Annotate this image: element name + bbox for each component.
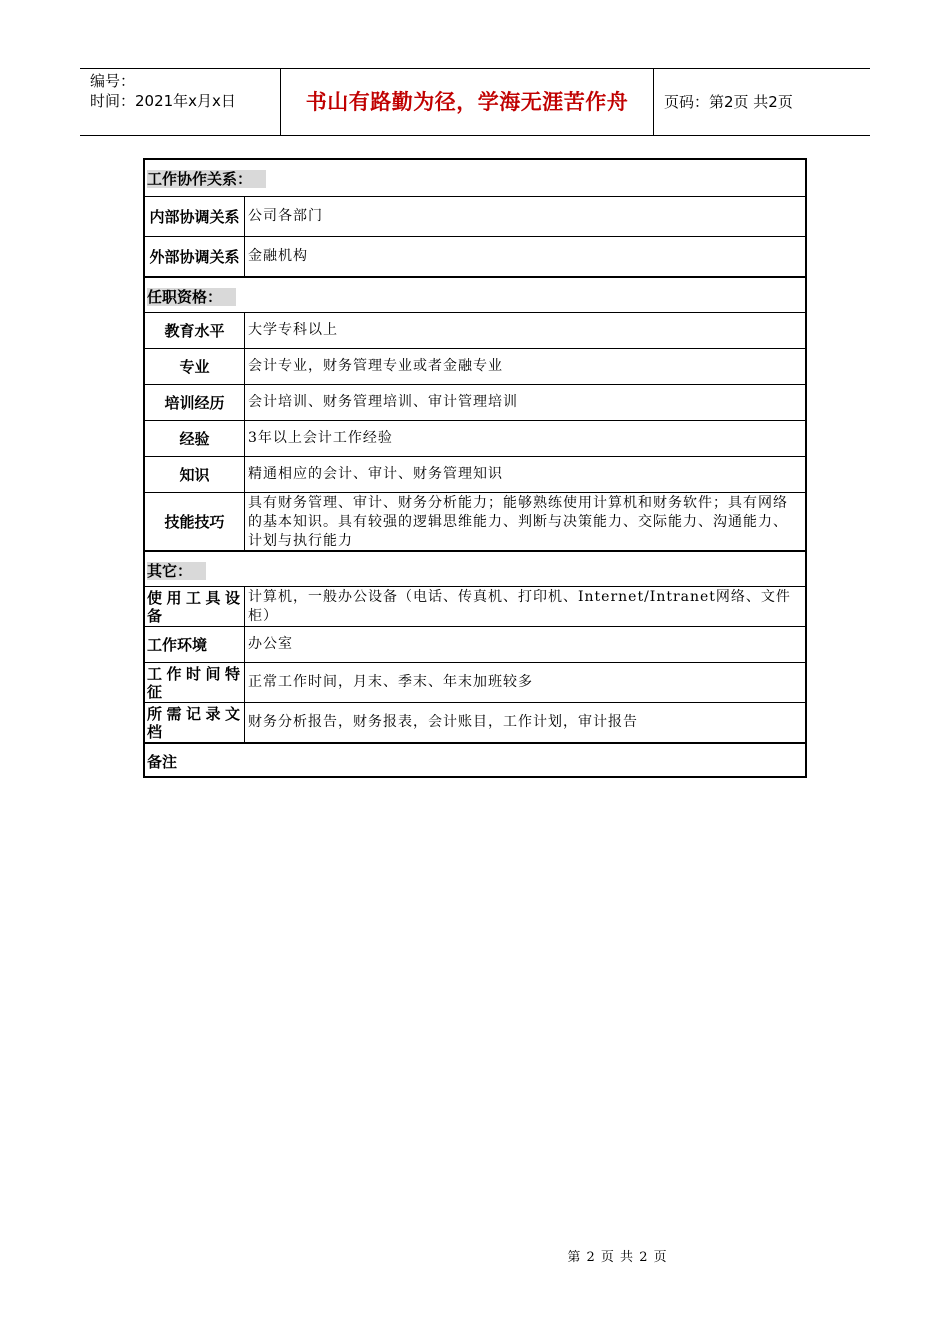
- row-label: 经验: [145, 421, 245, 456]
- table-row: [145, 236, 805, 276]
- table-row: [145, 702, 805, 742]
- row-label: 专业: [145, 349, 245, 384]
- page-footer: 第 2 页 共 2 页: [567, 1250, 668, 1265]
- row-value: 正常工作时间，月末、季末、年末加班较多: [248, 674, 533, 690]
- section-remarks-title: 备注: [147, 753, 178, 771]
- table-row: [145, 196, 805, 236]
- section-other-row: [145, 550, 805, 586]
- row-label: 外部协调关系: [145, 237, 245, 276]
- table-row: [145, 384, 805, 420]
- row-value: 会计专业，财务管理专业或者金融专业: [248, 358, 503, 374]
- row-label: 工作环境: [145, 627, 245, 662]
- table-row: [145, 420, 805, 456]
- section-other-title: 其它：: [145, 552, 805, 586]
- section-cooperation-row: [145, 160, 805, 196]
- row-value: 财务分析报告，财务报表，会计账目，工作计划，审计报告: [248, 714, 638, 730]
- row-label: 所需记录文档: [147, 704, 244, 741]
- row-value: 办公室: [248, 636, 293, 652]
- table-row: [145, 492, 805, 550]
- table-row: [145, 626, 805, 662]
- document-time-label: 时间：2021年x月x日: [90, 92, 236, 110]
- row-value: 计算机，一般办公设备（电话、传真机、打印机、Internet/Intranet网络、文件柜）: [248, 589, 791, 624]
- table-row: [145, 662, 805, 702]
- row-label: 知识: [145, 457, 245, 492]
- page-header: [80, 68, 870, 136]
- row-value: 3年以上会计工作经验: [248, 430, 393, 446]
- table-row: [145, 456, 805, 492]
- row-value: 具有财务管理、审计、财务分析能力；能够熟练使用计算机和财务软件；具有网络的基本知识。具有较强的逻辑思维能力、判断与决策能力、交际能力、沟通能力、计划与执行能力: [248, 495, 788, 549]
- table-row: [145, 348, 805, 384]
- section-cooperation-title: 工作协作关系：: [145, 160, 805, 196]
- row-value: 公司各部门: [248, 208, 323, 224]
- row-label: 技能技巧: [145, 493, 245, 550]
- row-label: 使用工具设备: [147, 588, 244, 625]
- row-value: 金融机构: [248, 248, 308, 264]
- section-remarks-row: [145, 742, 805, 776]
- header-page-label: 页码：第2页 共2页: [664, 93, 793, 111]
- row-label: 培训经历: [145, 385, 245, 420]
- row-label: 工作时间特征: [147, 664, 244, 701]
- row-value: 大学专科以上: [248, 322, 338, 338]
- row-label: 内部协调关系: [145, 197, 245, 236]
- section-qualification-row: [145, 276, 805, 312]
- header-motto: 书山有路勤为径，学海无涯苦作舟: [281, 69, 654, 135]
- row-value: 会计培训、财务管理培训、审计管理培训: [248, 394, 518, 410]
- job-description-table: [143, 158, 807, 778]
- section-qualification-title: 任职资格：: [145, 278, 805, 312]
- table-row: [145, 312, 805, 348]
- document-number-label: 编号：: [90, 72, 136, 90]
- header-meta: [80, 69, 281, 135]
- row-label: 教育水平: [145, 313, 245, 348]
- row-value: 精通相应的会计、审计、财务管理知识: [248, 466, 503, 482]
- table-row: [145, 586, 805, 626]
